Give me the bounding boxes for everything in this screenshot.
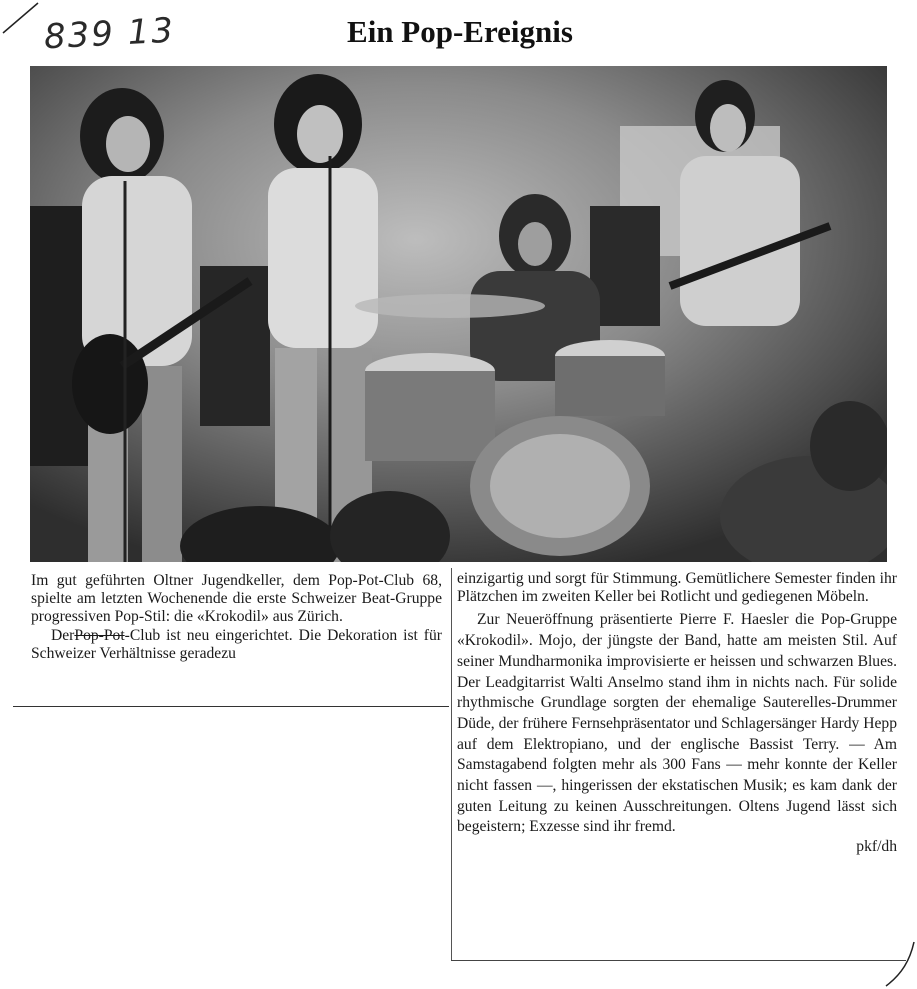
handwritten-annotation: 839 13 [43, 10, 176, 58]
headline: Ein Pop-Ereignis [347, 14, 573, 49]
band-photo-illustration [30, 66, 887, 562]
struck-text: Pop-Pot [74, 626, 125, 644]
concert-text: Zur Neueröffnung präsentierte Pierre F. Haesler die Pop-Gruppe «Krokodil». Mojo, der jüngste der Band, hatte am meisten Stil. Auf seiner Mundharmonika improvisierte er heissen und schwarzen Blues. Der Leadgitarrist Walti Anselmo stand ihm in nichts nach. Für solide rhythmische Grundlage sorgten der ehemalige Sauterelles-Drummer Düde, der frühere Fernsehpräsentator und Schlagersänger Hardy Hepp auf dem Elektropiano, und der englische Bassist Terry. — Am Samstagabend folgten mehr als 300 Fans — mehr konnte der Keller nicht fassen —, hingerissen der ekstatischen Musik; es kam dank der guten Leitung zu keinen Ausschreitungen. Oltens Jugend lässt sich begeistern; Exzesse sind ihr fremd. [457, 611, 897, 836]
band-photo [30, 66, 887, 562]
column-divider [451, 568, 452, 960]
paragraph-club [31, 627, 442, 663]
article-end-rule [451, 960, 906, 961]
article-column-right [457, 570, 897, 856]
paragraph-continued: einzigartig und sorgt für Stimmung. Gemütlichere Semester finden ihr Plätzchen im zweiten Keller bei Rotlicht und gediegenen Möbeln. [457, 570, 897, 606]
column-end-rule [13, 706, 449, 707]
club-text-prefix: Der [51, 626, 75, 644]
article-column-left [31, 572, 442, 663]
author-signature: pkf/dh [856, 838, 897, 856]
paragraph-intro: Im gut geführten Oltner Jugendkeller, dem Pop-Pot-Club 68, spielte am letzten Wochenende die erste Schweizer Beat-Gruppe progressiven Pop-Stil: die «Krokodil» aus Zürich. [31, 572, 442, 626]
clipping-edge [880, 940, 917, 989]
club-text-rest: -Club ist neu eingerichtet. Die Dekoration ist für Schweizer Verhältnisse geradezu [31, 626, 442, 662]
paragraph-concert [457, 610, 897, 838]
